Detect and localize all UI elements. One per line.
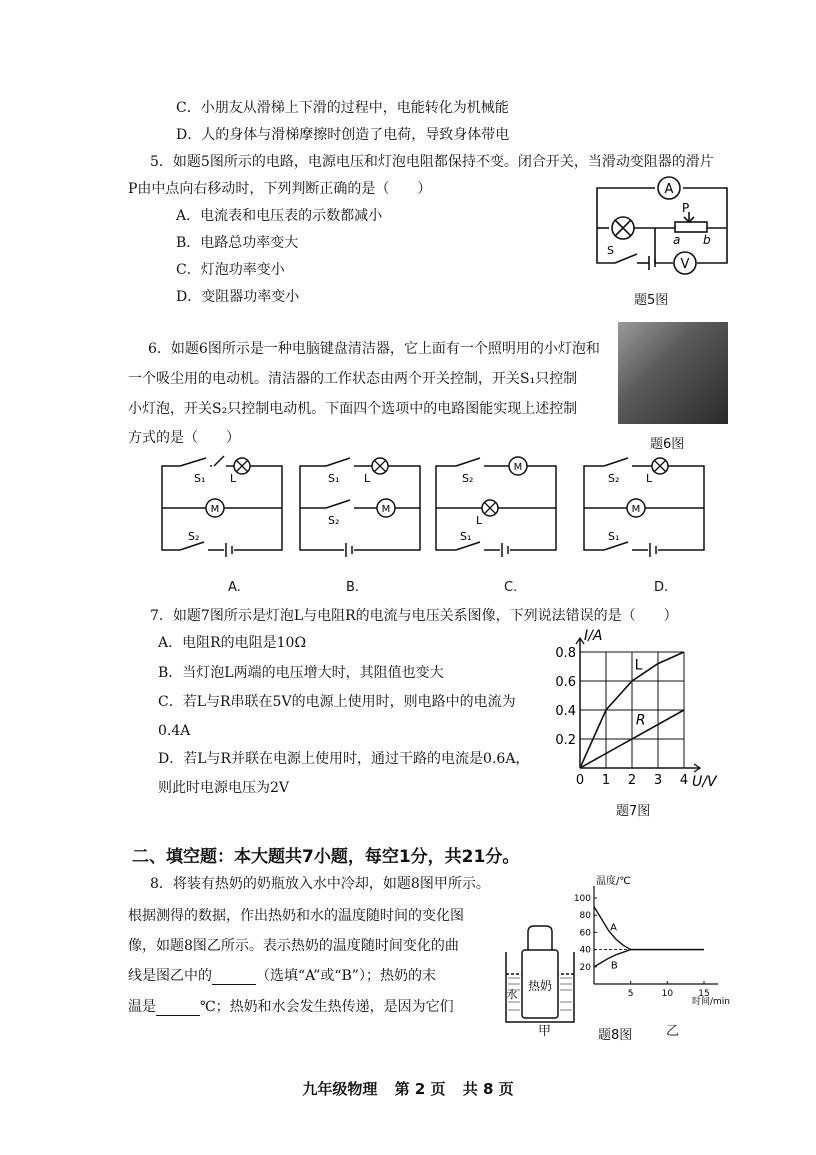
y-tick-label: 60 — [579, 928, 591, 939]
y-tick-label: 80 — [579, 911, 591, 922]
x-tick-label: 15 — [698, 989, 710, 999]
lamp-label: L — [646, 472, 653, 485]
series-label-L: L — [634, 657, 643, 674]
q8-line5-start: 温是 — [128, 999, 156, 1015]
q6-stem-line2: 一个吸尘用的电动机。清洁器的工作状态由两个开关控制，开关S₁只控制 — [128, 371, 578, 387]
q6-stem-line1: 6．如题6图所示是一种电脑键盘清洁器，它上面有一个照明用的小灯泡和 — [148, 341, 600, 357]
q7-caption: 题7图 — [616, 804, 651, 819]
lamp-label: L — [364, 472, 371, 485]
ammeter-label: A — [664, 182, 674, 197]
y-tick-label: 40 — [579, 945, 591, 956]
s1-label: S₁ — [328, 472, 340, 485]
series-label-R: R — [635, 712, 646, 729]
q6-option-b-label: B. — [346, 580, 360, 595]
q7-stem: 7．如题7图所示是灯泡L与电阻R的电流与电压关系图像，下列说法错误的是（ ） — [150, 608, 678, 624]
footer-page-number: 第 2 页 — [394, 1080, 446, 1098]
voltmeter-label: V — [680, 257, 690, 272]
q7-option-c-line2: 0.4A — [158, 723, 191, 739]
x-tick-label: 4 — [679, 773, 689, 788]
water-label: 水 — [506, 988, 518, 1001]
q8-line4-end: （选填“A”或“B”）；热奶的末 — [256, 968, 436, 984]
y-tick-label: 100 — [573, 894, 591, 904]
s2-label: S₂ — [188, 530, 200, 543]
answer-blank-1[interactable] — [212, 970, 256, 985]
q5-stem-line1: 5．如题5图所示的电路，电源电压和灯泡电阻都保持不变。闭合开关，当滑动变阻器的滑片 — [150, 154, 714, 170]
q6-option-a-label: A. — [228, 580, 241, 595]
y-axis-label: I/A — [584, 628, 603, 644]
q6-option-d-label: D. — [654, 580, 669, 595]
x-tick-label: 3 — [653, 773, 663, 788]
page-footer — [0, 1078, 816, 1099]
q7-option-d-line2: 则此时电源电压为2V — [158, 780, 290, 796]
y-tick-label: 20 — [579, 962, 591, 973]
q5-option-c: C．灯泡功率变小 — [176, 262, 285, 278]
motor-label: M — [381, 504, 391, 515]
q8-line4 — [128, 967, 436, 985]
series-label-B: B — [610, 960, 618, 972]
q8-line2: 根据测得的数据，作出热奶和水的温度随时间的变化图 — [128, 908, 464, 924]
q8-line5-end: ℃；热奶和水会发生热传递，是因为它们 — [200, 999, 454, 1015]
x-axis-label: 时间/min — [692, 997, 731, 1007]
q6-stem-line3: 小灯泡，开关S₂只控制电动机。下面四个选项中的电路图能实现上述控制 — [128, 401, 578, 417]
q5-stem-line2: P由中点向右移动时，下列判断正确的是（ ） — [128, 181, 432, 197]
footer-total-pages: 共 8 页 — [462, 1080, 514, 1098]
x-tick-label: 2 — [627, 773, 637, 788]
s2-label: S₂ — [462, 472, 474, 485]
q8-line4-start: 线是图乙中的 — [128, 968, 212, 984]
q4-option-c: C．小朋友从滑梯上下滑的过程中，电能转化为机械能 — [176, 100, 509, 116]
q6-option-c-label: C. — [504, 580, 518, 595]
q7-iu-chart — [555, 628, 728, 795]
q6-stem-line4: 方式的是（ ） — [128, 430, 240, 446]
slider-label: P — [682, 201, 690, 215]
y-tick-label: 0.6 — [555, 675, 576, 690]
y-tick-label: 0.8 — [555, 646, 576, 661]
s1-label: S₁ — [194, 472, 206, 485]
x-axis-label: U/V — [692, 774, 717, 790]
answer-blank-2[interactable] — [156, 1001, 200, 1016]
motor-label: M — [210, 504, 220, 515]
q5-option-a: A．电流表和电压表的示数都减小 — [176, 208, 383, 224]
y-axis-label: 温度/℃ — [596, 876, 631, 887]
q8-line5 — [128, 998, 454, 1016]
q4-option-d: D．人的身体与滑梯摩擦时创造了电荷，导致身体带电 — [176, 127, 510, 143]
q8-yi-label: 乙 — [666, 1024, 680, 1039]
q8-temperature-chart — [566, 872, 731, 1022]
q5-option-b: B．电路总功率变大 — [176, 235, 299, 251]
x-tick-label: 5 — [627, 989, 634, 999]
q5-caption: 题5图 — [634, 293, 669, 308]
x-tick-label: 1 — [601, 773, 611, 788]
q8-line1: 8．将装有热奶的奶瓶放入水中冷却，如题8图甲所示。 — [150, 876, 490, 892]
switch-label: S — [607, 244, 614, 257]
q6-circuit-a — [160, 456, 285, 556]
q6-circuit-c — [434, 456, 559, 556]
footer-subject: 九年级物理 — [302, 1080, 378, 1098]
q7-option-b: B．当灯泡L两端的电压增大时，其阻值也变大 — [158, 665, 444, 681]
q7-option-a: A．电阻R的电阻是10Ω — [158, 635, 307, 651]
rheostat-b-label: b — [703, 233, 711, 247]
q7-option-c-line1: C．若L与R串联在5V的电源上使用时，则电路中的电流为 — [158, 694, 516, 710]
s2-label: S₂ — [608, 472, 620, 485]
q8-caption: 题8图 — [598, 1028, 633, 1043]
q5-circuit-diagram — [585, 168, 735, 283]
y-tick-label: 0.4 — [555, 704, 576, 719]
q6-circuit-b — [298, 456, 423, 556]
motor-label: M — [631, 504, 641, 515]
q5-option-d: D．变阻器功率变小 — [176, 289, 300, 305]
s1-label: S₁ — [608, 530, 620, 543]
x-tick-label: 10 — [661, 989, 674, 999]
q8-line3: 像，如题8图乙所示。表示热奶的温度随时间变化的曲 — [128, 938, 459, 954]
q6-caption: 题6图 — [650, 437, 685, 452]
x-tick-label: 0 — [575, 773, 585, 788]
s1-label: S₁ — [460, 530, 472, 543]
series-label-A: A — [610, 922, 617, 934]
q8-jia-label: 甲 — [538, 1024, 552, 1039]
section-2-heading: 二、填空题：本大题共7小题，每空1分，共21分。 — [132, 847, 520, 867]
milk-label: 热奶 — [527, 979, 553, 993]
s2-label: S₂ — [328, 514, 340, 527]
rheostat-a-label: a — [673, 233, 681, 247]
q6-circuit-d — [582, 456, 707, 556]
motor-label: M — [513, 462, 523, 473]
lamp-label: L — [230, 472, 237, 485]
keyboard-cleaner-photo — [618, 322, 728, 424]
lamp-label: L — [476, 514, 483, 527]
y-tick-label: 0.2 — [555, 733, 576, 748]
q7-option-d-line1: D．若L与R并联在电源上使用时，通过干路的电流是0.6A， — [158, 751, 530, 767]
